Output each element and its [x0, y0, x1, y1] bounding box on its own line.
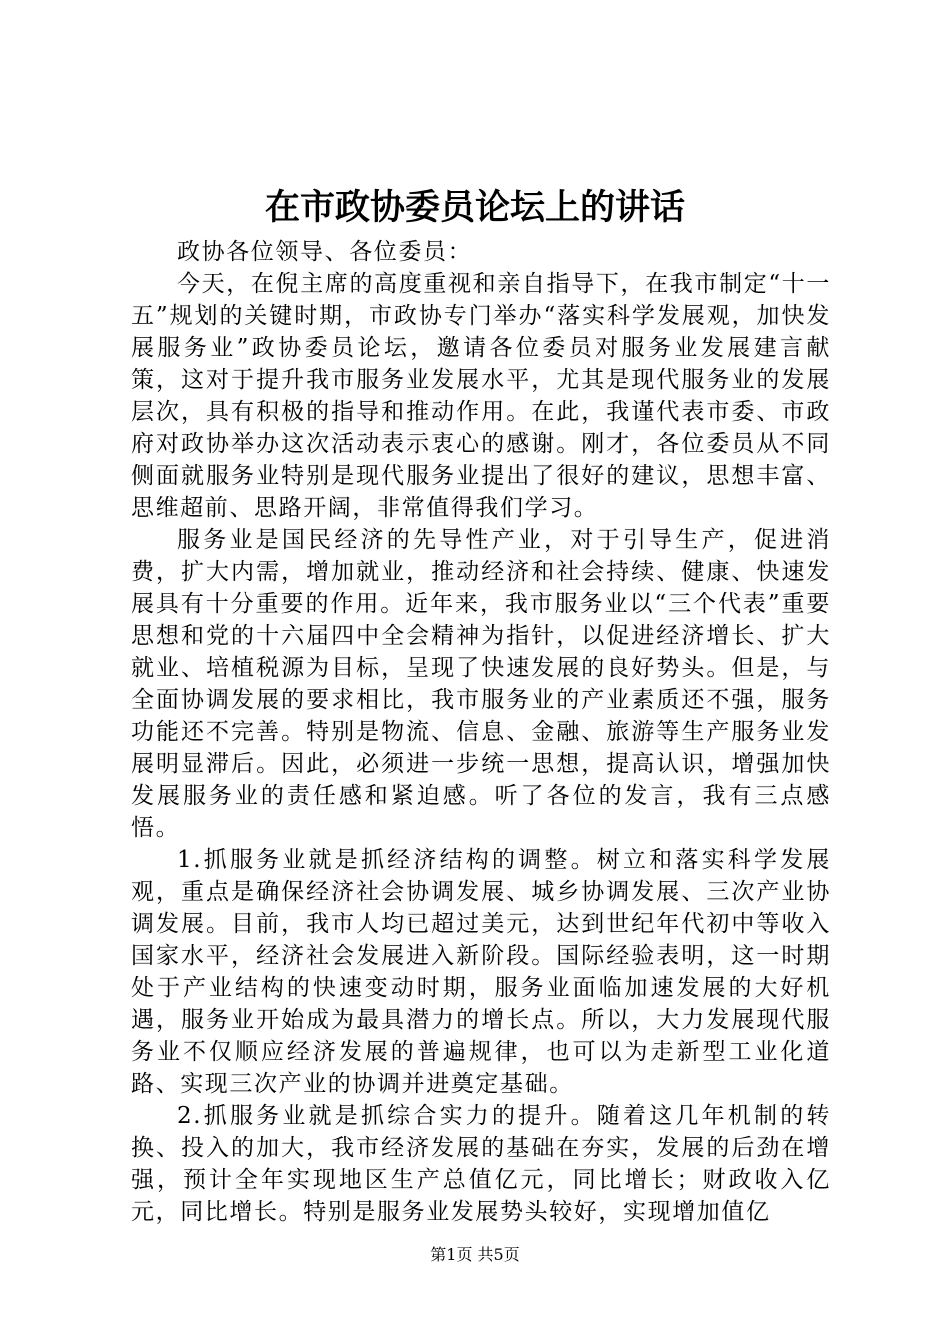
paragraph-opening: 今天，在倪主席的高度重视和亲自指导下，在我市制定“十一五”规划的关键时期，市政协专门举办“落实科学发展观，加快发展服务业”政协委员论坛，邀请各位委员对服务业发展建言献策，这对于提升我市服务业发展水平，尤其是现代服务业的发展层次，具有积极的指导和推动作用。在此，我谨代表市委、市政府对政协举办这次活动表示衷心的感谢。刚才，各位委员从不同侧面就服务业特别是现代服务业提出了很好的建议，思想丰富、思维超前、思路开阔，非常值得我们学习。	[131, 271, 831, 521]
paragraph-point-1: 1.抓服务业就是抓经济结构的调整。树立和落实科学发展观，重点是确保经济社会协调发展、城乡协调发展、三次产业协调发展。目前，我市人均已超过美元，达到世纪年代初中等收入国家水平，经济社会发展进入新阶段。国际经验表明，这一时期处于产业结构的快速变动时期，服务业面临加速发展的大好机遇，服务业开始成为最具潜力的增长点。所以，大力发展现代服务业不仅顺应经济发展的普遍规律，也可以为走新型工业化道路、实现三次产业的协调并进奠定基础。	[131, 847, 831, 1097]
document-body	[131, 236, 831, 1228]
paragraph-point-2: 2.抓服务业就是抓综合实力的提升。随着这几年机制的转换、投入的加大，我市经济发展的基础在夯实，发展的后劲在增强，预计全年实现地区生产总值亿元，同比增长；财政收入亿元，同比增长。特别是服务业发展势头较好，实现增加值亿	[131, 1103, 831, 1225]
paragraph-service-industry: 服务业是国民经济的先导性产业，对于引导生产，促进消费，扩大内需，增加就业，推动经济和社会持续、健康、快速发展具有十分重要的作用。近年来，我市服务业以“三个代表”重要思想和党的十六届四中全会精神为指针，以促进经济增长、扩大就业、培植税源为目标，呈现了快速发展的良好势头。但是，与全面协调发展的要求相比，我市服务业的产业素质还不强，服务功能还不完善。特别是物流、信息、金融、旅游等生产服务业发展明显滞后。因此，必须进一步统一思想，提高认识，增强加快发展服务业的责任感和紧迫感。听了各位的发言，我有三点感悟。	[131, 527, 831, 841]
salutation: 政协各位领导、各位委员：	[177, 239, 473, 265]
page-title: 在市政协委员论坛上的讲话	[264, 187, 685, 228]
page-footer: 第1页 共5页	[430, 1245, 520, 1264]
